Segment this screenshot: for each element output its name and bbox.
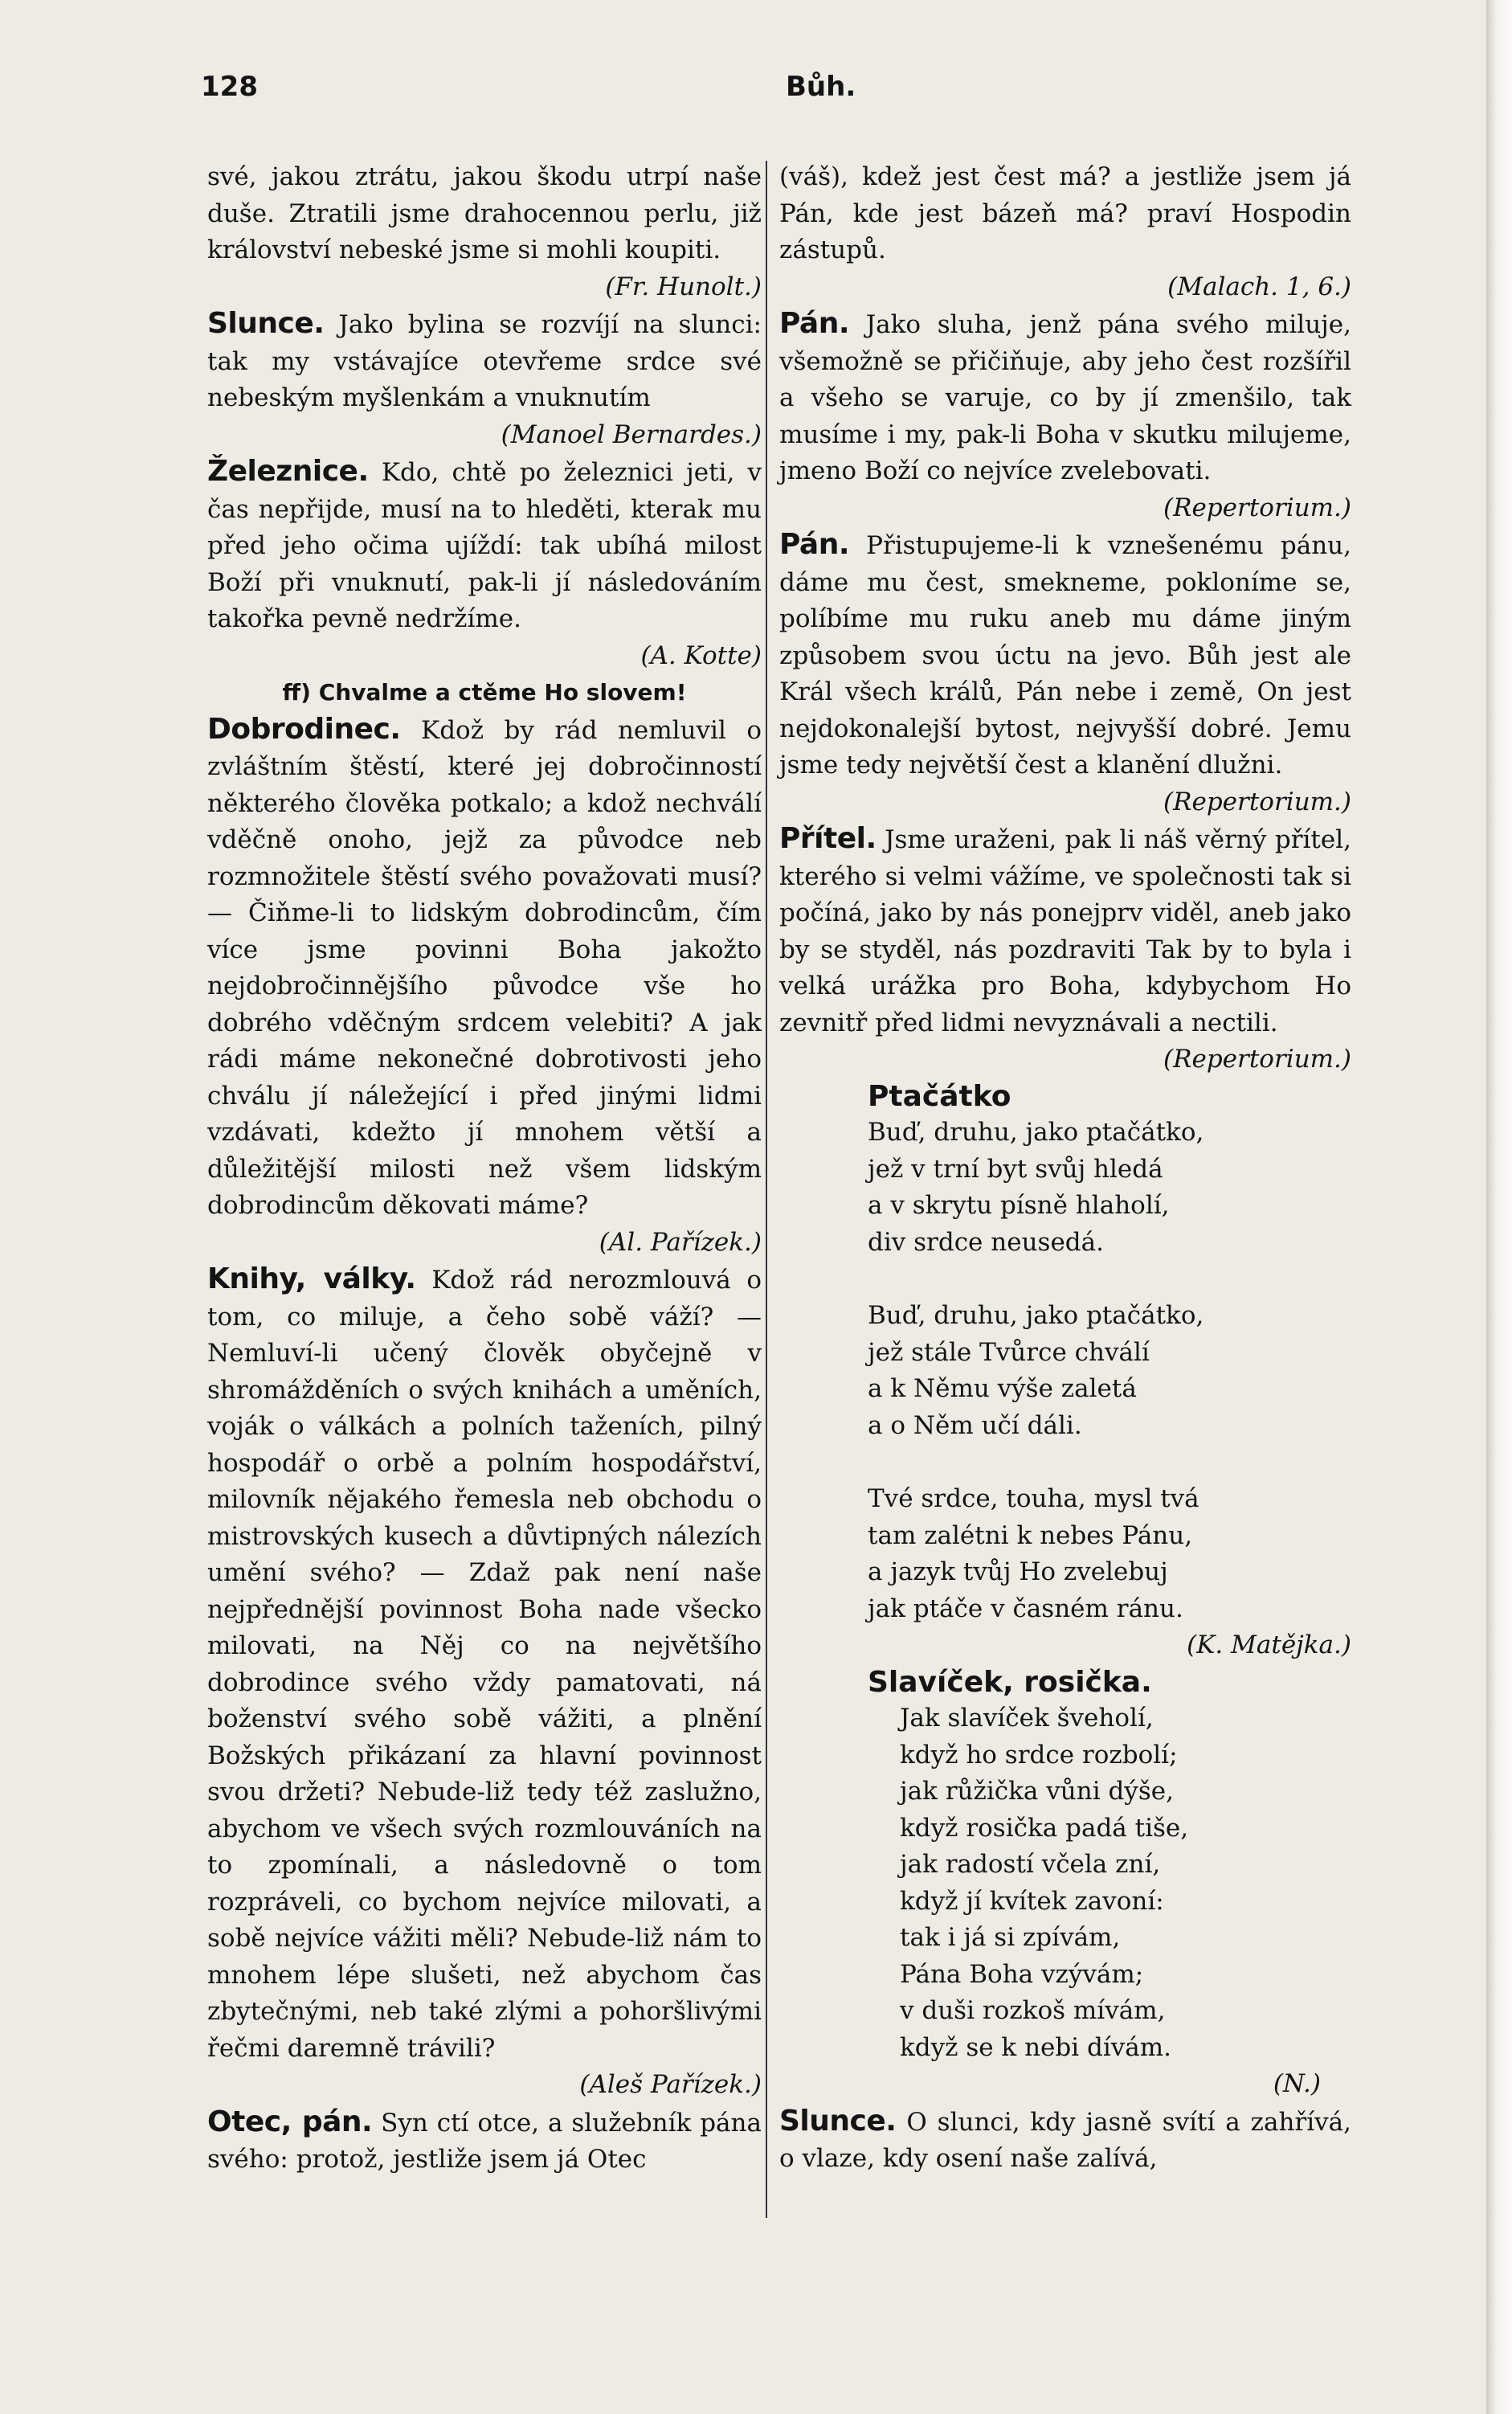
entry-slunce	[207, 305, 762, 417]
entry-text: Jsme uraženi, pak li náš věrný přítel, kterého si velmi vážíme, ve společnosti tak si počíná, jako by nás ponejprv viděl, aneb jako by se styděl, nás pozdraviti Tak by to byla i velká urážka pro Boha, kdybychom Ho zevnitř před lidmi nevyznávali a nectili.	[779, 825, 1351, 1037]
poem-line: jak ptáče v časném ránu.	[868, 1594, 1183, 1623]
entry-keyword: Knihy, války.	[207, 1262, 416, 1295]
poem-line: když ho srdce rozbolí;	[900, 1740, 1178, 1770]
entry-zeleznice	[207, 453, 762, 638]
poem-line: Jak slavíček šveholí,	[900, 1704, 1154, 1733]
entry-text: Jako bylina se rozvíjí na slunci: tak my vstávajíce otevřeme srdce své nebeským myšlenkám a vnuknutím	[207, 310, 762, 412]
poem-line: když se k nebi dívám.	[900, 2032, 1172, 2062]
entry-keyword: Dobrodinec.	[207, 712, 401, 746]
entry-text: Kdož by rád nemluvil o zvláštním štěstí, které jej dobročinností některého člověka potkalo; a kdož nechválí vděčně onoho, jejž za původce neb rozmnožitele štěstí svého považovati musí? — Čiňme-li to lidským dobrodincům, čím více jsme povinni Boha jakožto nejdobročinnějšího původce vše ho dobrého vděčným srdcem velebiti? A jak rádi máme nekonečné dobrotivosti jeho chválu jí náležející i před jinými lidmi vzdávati, kdežto jí mnohem větší a důležitější milosti než všem lidským dobrodincům děkovati máme?	[207, 715, 762, 1220]
poem-line: když jí kvítek zavoní:	[900, 1886, 1164, 1916]
entry-keyword: Otec, pán.	[207, 2105, 373, 2138]
source-citation: (Manoel Bernardes.)	[501, 419, 762, 449]
stanza-break	[868, 1444, 1351, 1481]
entry-pan-1	[779, 305, 1351, 490]
source-citation: (A. Kotte)	[640, 640, 762, 670]
running-head: Bůh.	[786, 71, 856, 103]
entry-keyword: Slunce.	[779, 2104, 897, 2138]
poem-line: jež v trní byt svůj hledá	[868, 1154, 1163, 1184]
left-intro-text: své, jakou ztrátu, jakou škodu utrpí naše duše. Ztratili jsme drahocennou perlu, již království nebeské jsme si mohli koupiti.	[207, 162, 762, 264]
poem-line: Tvé srdce, touha, mysl tvá	[868, 1484, 1199, 1513]
poem-line: div srdce neusedá.	[868, 1227, 1104, 1257]
entry-pritel	[779, 820, 1351, 1041]
poem-line: a k Němu výše zaletá	[868, 1374, 1137, 1403]
poem-line: a v skrytu písně hlaholí,	[868, 1191, 1170, 1220]
entry-text: Jako sluha, jenž pána svého miluje, všemožně se přičiňuje, aby jeho čest rozšířil a všeho se varuje, co by jí zmenšilo, tak musíme i my, pak-li Boha v skutku milujeme, jmeno Boží co nejvíce zvelebovati.	[779, 310, 1351, 485]
source-citation: (Repertorium.)	[1163, 493, 1351, 522]
entry-knihy-valky	[207, 1261, 762, 2067]
page-edge	[1486, 0, 1512, 2414]
poem-line: když rosička padá tiše,	[900, 1813, 1189, 1843]
entry-otec-pan	[207, 2104, 762, 2179]
poem-line: jež stále Tvůrce chválí	[868, 1337, 1150, 1367]
source-citation: (K. Matějka.)	[1187, 1630, 1351, 1659]
page-number: 128	[201, 71, 258, 103]
poem-line: Buď, druhu, jako ptačátko,	[868, 1301, 1204, 1330]
right-column	[779, 159, 1351, 2178]
right-intro-text: (váš), kdež jest čest má? a jestliže jsem já Pán, kde jest bázeň má? praví Hospodin zástupů.	[779, 162, 1351, 264]
entry-text: O slunci, kdy jasně svítí a zahřívá, o vlaze, kdy osení naše zalívá,	[779, 2107, 1351, 2173]
column-divider	[766, 161, 767, 2218]
entry-dobrodinec	[207, 711, 762, 1225]
entry-pan-2	[779, 526, 1351, 784]
poem-line: tam zalétni k nebes Pánu,	[868, 1520, 1193, 1550]
entry-slunce-2	[779, 2103, 1351, 2178]
poem-line: jak radostí včela zní,	[900, 1850, 1161, 1879]
poem-title: Slavíček, rosička.	[868, 1665, 1152, 1699]
source-citation: (Malach. 1, 6.)	[1167, 272, 1351, 301]
section-subheading: ff) Chvalme a ctěme Ho slovem!	[282, 679, 687, 706]
source-citation: (Repertorium.)	[1163, 1045, 1351, 1074]
entry-keyword: Pán.	[779, 307, 850, 340]
source-citation: (N.)	[1273, 2069, 1321, 2098]
poem-line: jak růžička vůni dýše,	[900, 1777, 1174, 1806]
poem-ptacatko	[779, 1115, 1351, 1627]
stanza-break	[868, 1261, 1351, 1298]
poem-line: Pána Boha vzývám;	[900, 1959, 1144, 1989]
entry-keyword: Slunce.	[207, 307, 325, 340]
poem-line: a o Něm učí dáli.	[868, 1410, 1082, 1440]
poem-line: a jazyk tvůj Ho zvelebuj	[868, 1557, 1168, 1586]
entry-text: Syn ctí otce, a služebník pána svého: protož, jestliže jsem já Otec	[207, 2108, 762, 2174]
source-citation: (Al. Pařízek.)	[599, 1227, 762, 1257]
left-column	[207, 159, 762, 2179]
poem-title: Ptačátko	[868, 1079, 1011, 1113]
poem-slavicek	[779, 1700, 1351, 2066]
source-citation: (Aleš Pařízek.)	[579, 2070, 762, 2099]
poem-line: v duši rozkoš mívám,	[900, 1996, 1166, 2025]
entry-text: Přistupujeme-li k vznešenému pánu, dáme mu čest, smekneme, pokloníme se, políbíme mu ruku aneb mu dáme jiným způsobem svou úctu na jevo. Bůh jest ale Král všech králů, Pán nebe i země, On jest nejdokonalejší bytost, nejvyšší dobré. Jemu jsme tedy největší čest a klanění dlužni.	[779, 531, 1352, 779]
entry-keyword: Přítel.	[779, 822, 877, 855]
entry-text: Kdo, chtě po železnici jeti, v čas nepřijde, musí na to hleděti, kterak mu před jeho očima ujíždí: tak ubíhá milost Boží při vnuknutí, pak-li jí následováním takořka pevně nedržíme.	[207, 458, 762, 633]
poem-line: tak i já si zpívám,	[900, 1923, 1121, 1952]
entry-keyword: Železnice.	[207, 455, 369, 488]
entry-keyword: Pán.	[779, 528, 850, 561]
source-citation: (Repertorium.)	[1163, 787, 1351, 816]
source-citation: (Fr. Hunolt.)	[605, 272, 762, 301]
poem-line: Buď, druhu, jako ptačátko,	[868, 1118, 1204, 1147]
entry-text: Kdož rád nerozmlouvá o tom, co miluje, a čeho sobě váží? — Nemluví-li učený člověk obyčejně v shromážděních o svých knihách a uměních, voják o válkách a polních taženích, pilný hospodář o orbě a polním hospodářství, milovník nějakého řemesla neb obchodu o mistrovských kusech a důvtipných nálezích umění svého? — Zdaž pak není naše nejpřednější povinnost Boha nade všecko milovati, na Něj co na největšího dobrodince svého vždy pamatovati, ná boženství svého sobě vážiti, a plnění Božských přikázaní za hlavní povinnost svou držeti? Nebude-liž tedy též zaslužno, abychom ve všech svých rozmlouváních na to zpomínali, a následovně o tom rozpráveli, co bychom nejvíce milovati, a sobě nejvíce vážiti měli? Nebude-liž nám to mnohem lépe slušeti, než abychom čas zbytečnými, neb také zlými a pohoršlivými řečmi daremně trávili?	[207, 1266, 762, 2063]
